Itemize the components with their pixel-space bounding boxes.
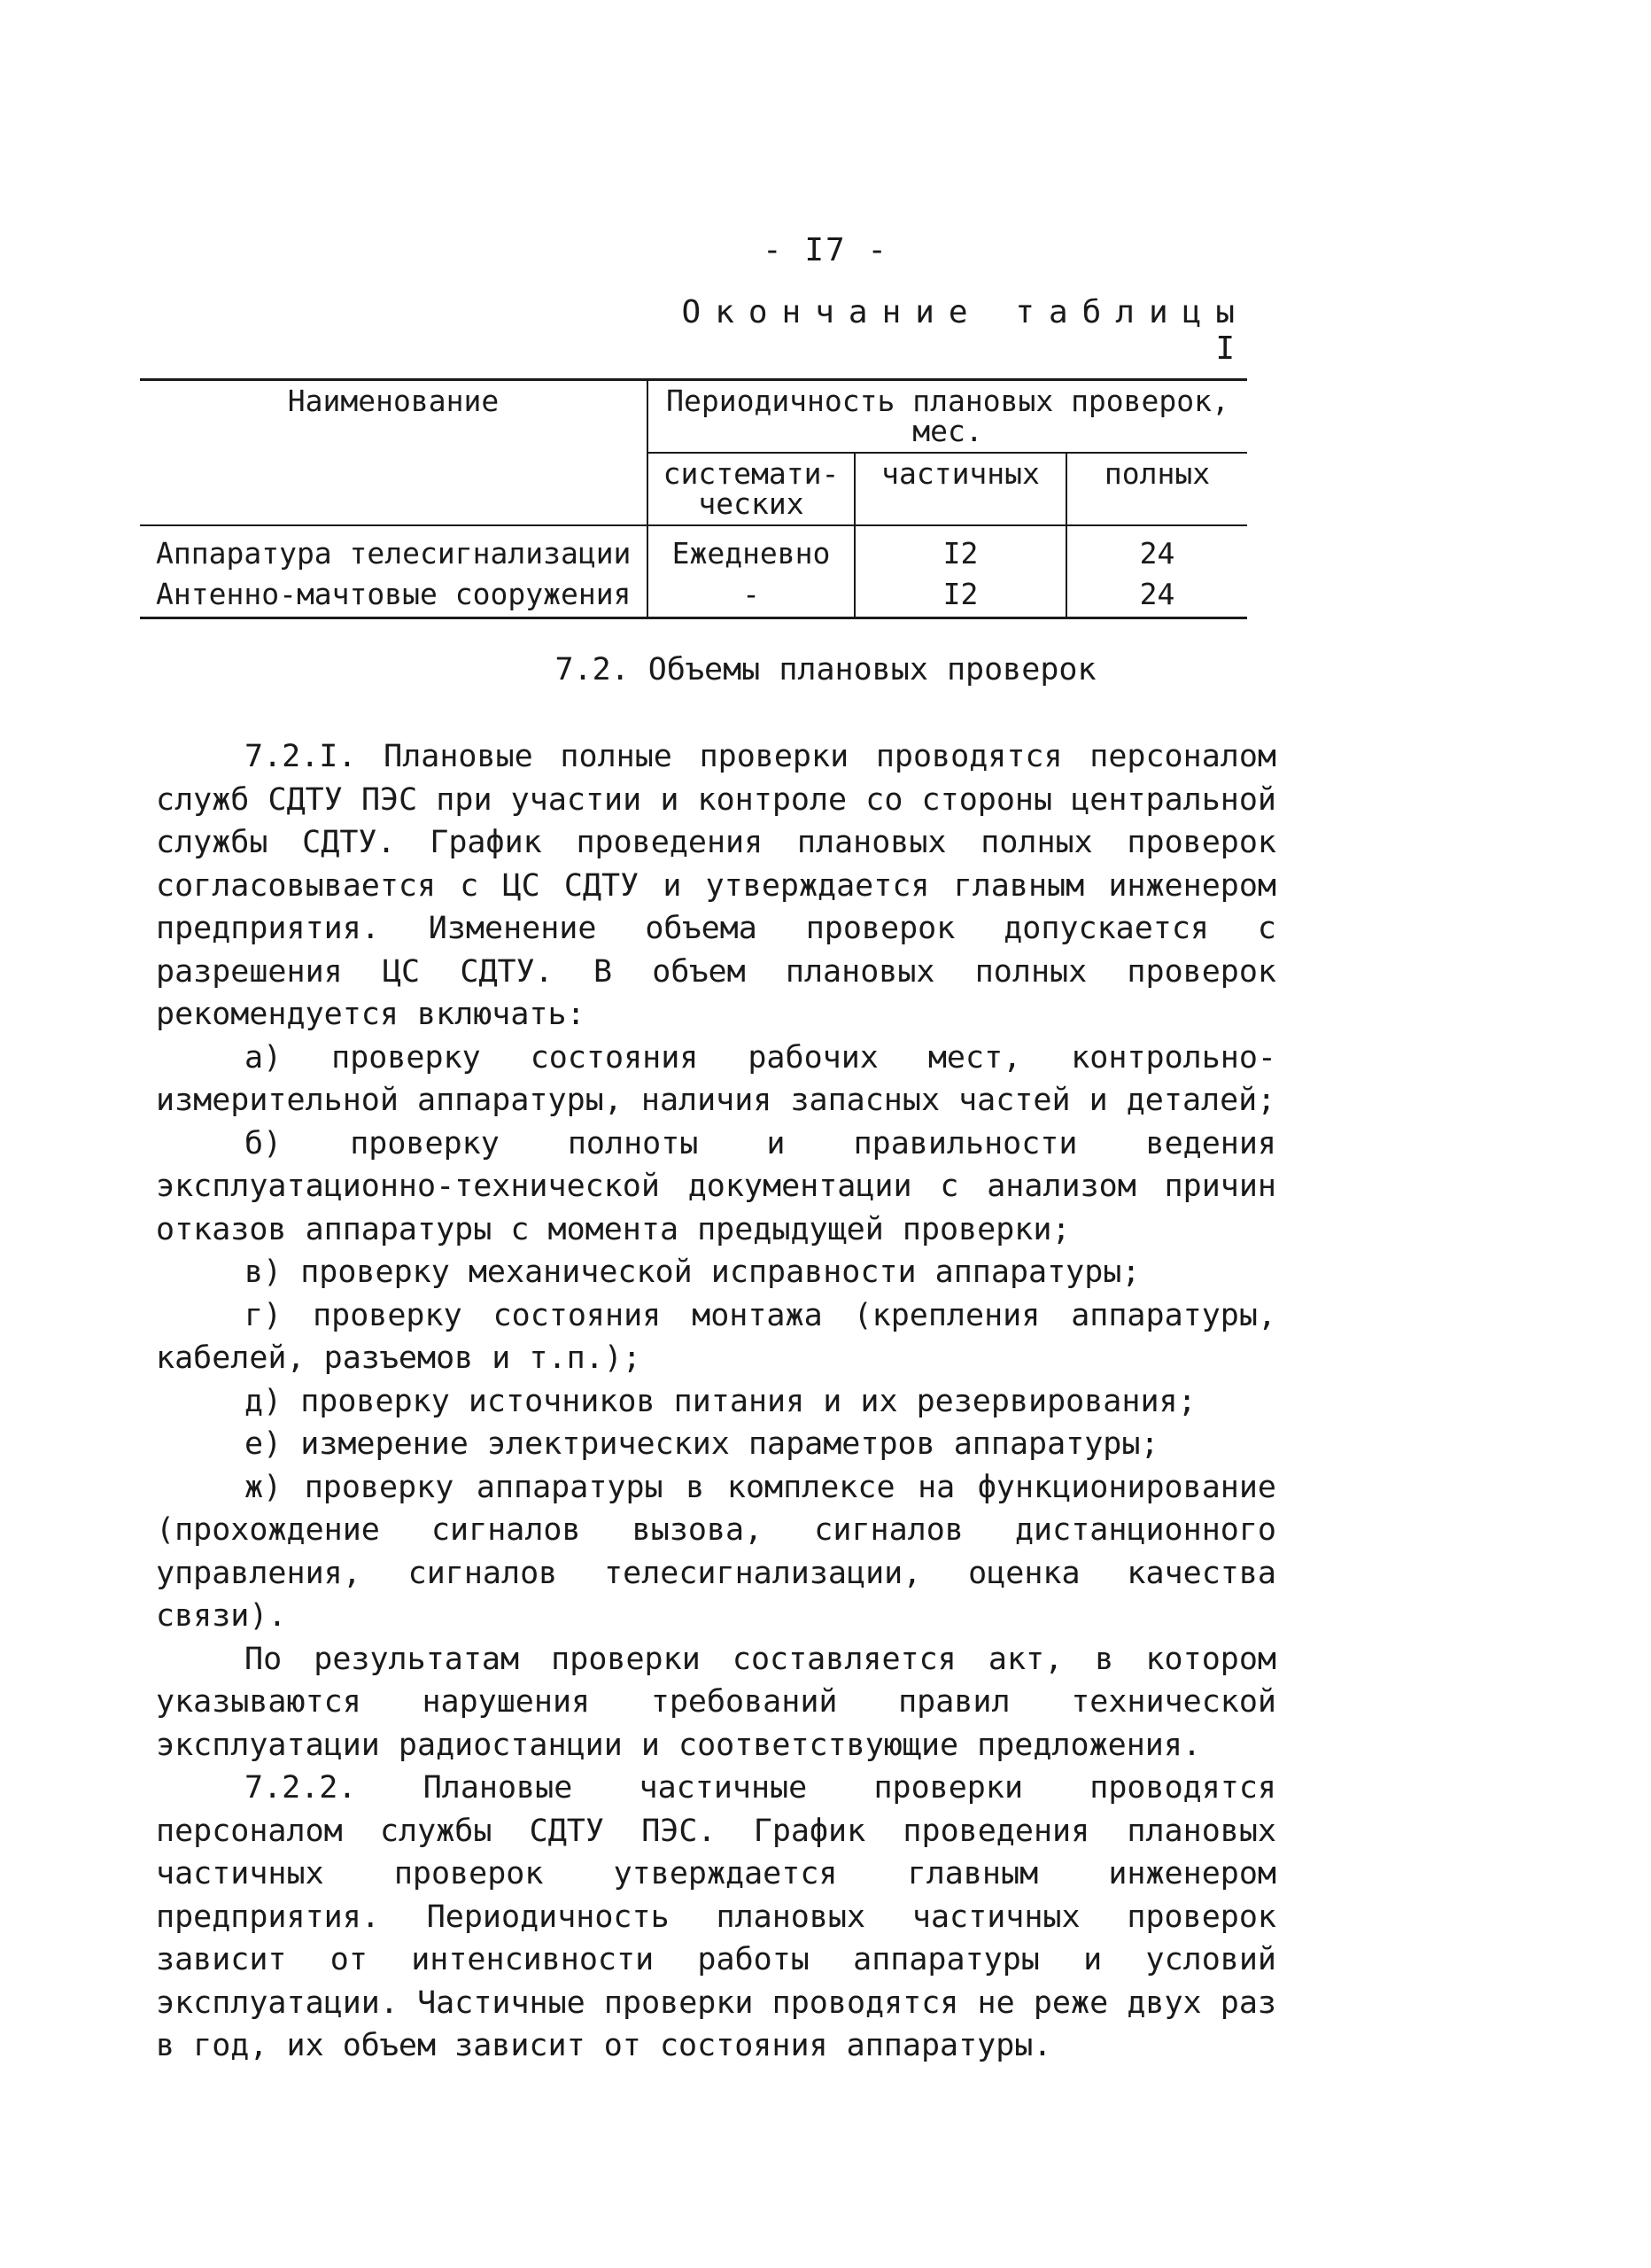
list-item: б) проверку полноты и правильности ведения эксплуатационно-технической документации с анализом причин отказов аппаратуры с момента предыдущей проверки; <box>156 1125 1276 1247</box>
table-row <box>140 525 1247 574</box>
table-caption: Окончание таблицы I <box>681 294 1249 367</box>
section-heading: 7.2. Объемы плановых проверок <box>554 652 1097 687</box>
row-full: 24 <box>1066 525 1247 574</box>
header-name: Наименование <box>140 380 647 526</box>
list-item: в) проверку механической исправности аппаратуры; <box>244 1254 1141 1290</box>
paragraph: По результатам проверки составляется акт, в котором указываются нарушения требований правил технической эксплуатации радиостанции и соответствующие предложения. <box>156 1641 1276 1763</box>
row-systematic: Ежедневно <box>647 525 855 574</box>
paragraph: 7.2.2. Плановые частичные проверки проводятся персоналом службы СДТУ ПЭС. График проведения плановых частичных проверок утверждается главным инженером предприятия. Периодичность плановых частичных проверок зависит от интенсивности работы аппаратуры и условий эксплуатации. Частичные проверки проводятся не реже двух раз в год, их объем зависит от состояния аппаратуры. <box>156 1770 1276 2063</box>
row-name: Аппаратура телесигнализации <box>156 536 632 571</box>
body-text <box>156 735 1276 2068</box>
paragraph: 7.2.I. Плановые полные проверки проводятся персоналом служб СДТУ ПЭС при участии и контроле со стороны центральной службы СДТУ. График проведения плановых полных проверок согласовывается с ЦС СДТУ и утверждается главным инженером предприятия. Изменение объема проверок допускается с разрешения ЦС СДТУ. В объем плановых полных проверок рекомендуется включать: <box>156 739 1276 1032</box>
header-systematic: системати-ческих <box>647 453 855 525</box>
row-partial: I2 <box>855 525 1066 574</box>
header-partial: частичных <box>855 453 1066 525</box>
header-period: Периодичность плановых проверок, мес. <box>647 380 1247 454</box>
row-name: Антенно-мачтовые сооружения <box>156 577 632 611</box>
table-row <box>140 574 1247 618</box>
inspection-schedule-table <box>140 378 1247 619</box>
row-systematic: - <box>647 574 855 618</box>
list-item: ж) проверку аппаратуры в комплексе на функционирование (прохождение сигналов вызова, сигналов дистанционного управления, сигналов телесигнализации, оценка качества связи). <box>156 1469 1276 1634</box>
list-item: г) проверку состояния монтажа (крепления аппаратуры, кабелей, разъемов и т.п.); <box>156 1297 1276 1376</box>
table-header-row <box>140 380 1247 454</box>
list-item: е) измерение электрических параметров аппаратуры; <box>244 1426 1159 1462</box>
row-full: 24 <box>1066 574 1247 618</box>
list-item: д) проверку источников питания и их резервирования; <box>244 1383 1197 1419</box>
page-number: - I7 - <box>762 232 889 268</box>
list-item: а) проверку состояния рабочих мест, контрольно-измерительной аппаратуры, наличия запасных частей и деталей; <box>156 1039 1276 1118</box>
row-partial: I2 <box>855 574 1066 618</box>
header-full: полных <box>1066 453 1247 525</box>
